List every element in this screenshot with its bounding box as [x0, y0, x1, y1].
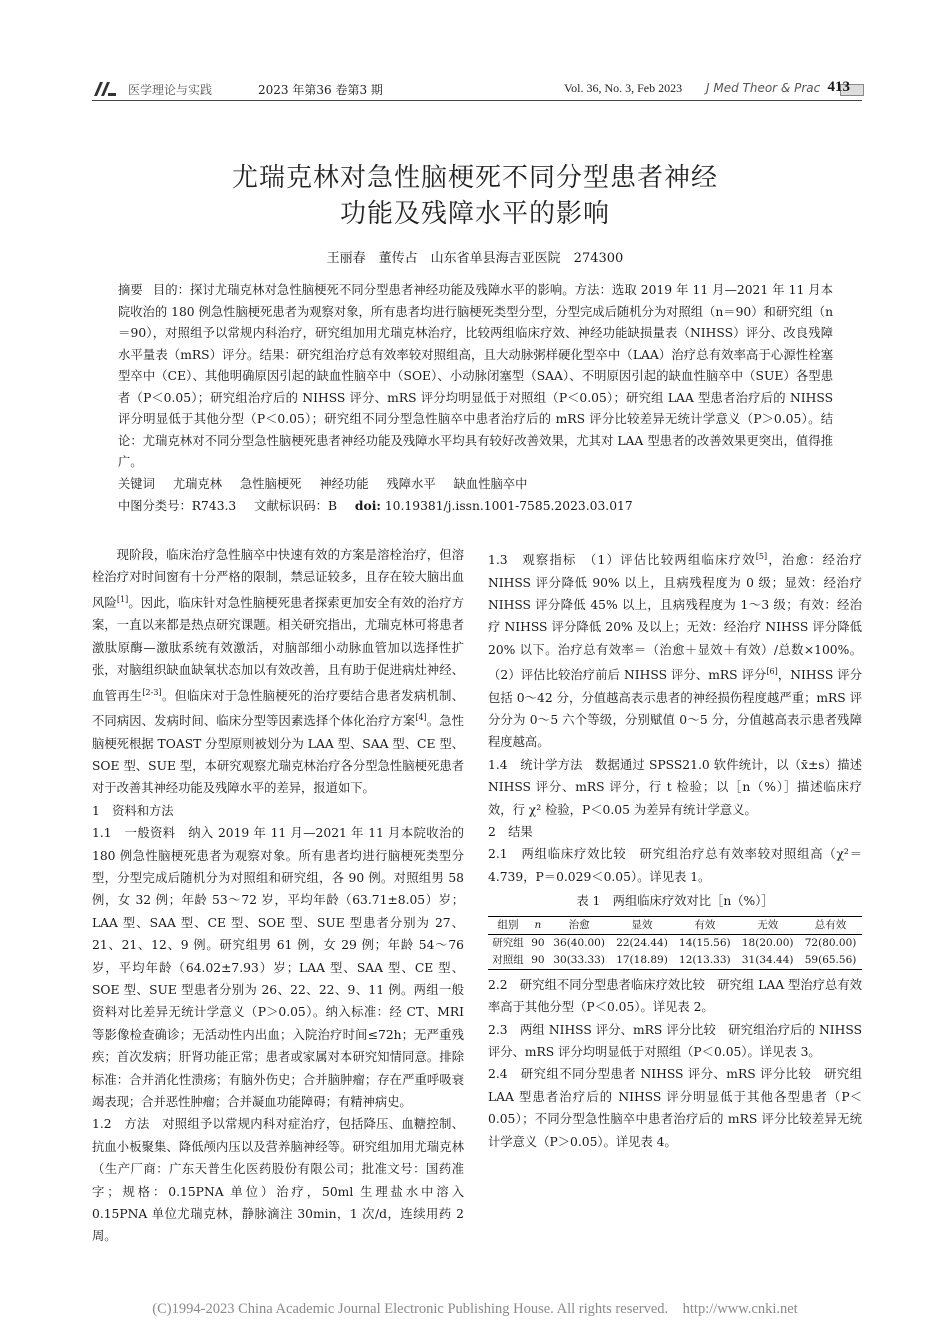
keyword: 神经功能 [319, 476, 369, 491]
journal-name-cn: 医学理论与实践 [128, 83, 213, 97]
table-cell: 30(33.33) [553, 953, 605, 966]
table-header-cell: 有效 [694, 918, 716, 931]
intro-text: 。因此，临床针对急性脑梗死患者探索更加安全有效的治疗方案，一直以来都是热点研究课题。相关研究指出，尤瑞克林可将患者激肽原酶—激肽系统有效激活，对脑部细小动脉血管加以选择性扩张，对脑组织缺血缺氧状态加以有效改善，且有助于促进病灶神经、血管再生 [92, 595, 464, 703]
table-header-cell: 组别 [497, 918, 519, 931]
page-number: 413 [827, 79, 850, 95]
intro-text: 。急性脑梗死根据 TOAST 分型原则被划分为 LAA 型、SAA 型、CE 型、SOE 型、SUE 型，本研究观察尤瑞克林治疗各分型急性脑梗死患者对于改善其神经功能及残障水平的差异，报道如下。 [92, 714, 464, 796]
table-cell: 90 [531, 953, 545, 966]
paragraph-text: 1.3 观察指标 （1）评估比较两组临床疗效 [488, 553, 756, 568]
keywords [118, 474, 833, 496]
citation: [5] [755, 552, 768, 561]
authors-affiliation: 王丽春 董传占 山东省单县海吉亚医院 274300 [326, 251, 624, 266]
subsection-2-3: 2.3 两组 NIHSS 评分、mRS 评分比较 研究组治疗后的 NIHSS 评分、mRS 评分均明显低于对照组（P＜0.05）。详见表 3。 [488, 1022, 862, 1059]
journal-logo-icon [92, 81, 116, 97]
clc-number: 中图分类号：R743.3 [118, 499, 237, 513]
citation: [1] [116, 594, 129, 604]
table-header-row [488, 916, 862, 934]
intro-text: 现阶段，临床治疗急性脑卒中快速有效的方案是溶栓治疗，但溶栓治疗对时间窗有十分严格的限制，禁忌证较多，且存在较大脑出血风险 [92, 548, 464, 610]
abstract [118, 280, 833, 474]
citation: [2-3] [142, 687, 162, 697]
table-cell: 72(80.00) [804, 936, 857, 949]
doi-label: doi: [354, 498, 381, 513]
table-caption: 表 1 两组临床疗效对比［n（%）］ [576, 894, 774, 909]
table-cell: 22(24.44) [616, 936, 668, 949]
table-cell: 59(65.56) [804, 953, 857, 966]
table-cell: 31(34.44) [741, 953, 794, 966]
abstract-text: 目的：探讨尤瑞克林对急性脑梗死不同分型患者神经功能及残障水平的影响。方法：选取 2019 年 11 月—2021 年 11 月本院收治的 180 例急性脑梗死患者为观察对象，所有患者均进行脑梗死类型分型，分型完成后随机分为对照组（n＝90）和研究组（n＝90），对照组予以常规内科治疗，研究组加用尤瑞克林治疗，比较两组临床疗效、神经功能缺损量表（NIHSS）评分、改良残障水平量表（mRS）评分。结果：研究组治疗总有效率较对照组高，且大动脉粥样硬化型卒中（LAA）治疗总有效率高于心源性栓塞型卒中（CE）、其他明确原因引起的缺血性脑卒中（SOE）、小动脉闭塞型（SAA）、不明原因引起的缺血性脑卒中（SUE）各型患者（P＜0.05）；研究组治疗后的 NIHSS 评分、mRS 评分均明显低于对照组（P＜0.05）；研究组 LAA 型患者治疗后的 NIHSS 评分明显低于其他分型（P＜0.05）；研究组不同分型急性脑卒中患者治疗后的 mRS 评分比较差异无统计学意义（P＞0.05）。结论：尤瑞克林对不同分型急性脑梗死患者神经功能及残障水平均具有较好改善效果，尤其对 LAA 型患者的改善效果更突出，值得推广。 [118, 283, 833, 469]
keywords-label: 关键词 [118, 476, 155, 491]
subsection-2-2: 2.2 研究组不同分型患者临床疗效比较 研究组 LAA 型治疗总有效率高于其他分型（P＜0.05）。详见表 2。 [488, 977, 862, 1015]
table-cell: 36(40.00) [553, 936, 605, 949]
subsection-2-1: 2.1 两组临床疗效比较 研究组治疗总有效率较对照组高（χ²＝4.739，P＝0.029＜0.05）。详见表 1。 [488, 847, 862, 884]
section-heading: 2 结果 [488, 825, 533, 840]
article-title [0, 160, 950, 232]
table-cell: 对照组 [492, 953, 524, 966]
table-header-cell: 总有效 [814, 918, 847, 931]
paragraph-text: ，NIHSS 评分包括 0～42 分，分值越高表示患者的神经损伤程度越严重；mRS 评分分为 0～5 六个等级，分别赋值 0～5 分，分值越高表示患者残障程度越高。 [488, 668, 862, 750]
citation: [4] [415, 713, 427, 723]
title-line-1: 尤瑞克林对急性脑梗死不同分型患者神经 [231, 163, 718, 193]
results-table [488, 916, 862, 970]
keyword: 残障水平 [386, 476, 436, 491]
journal-abbr: J Med Theor & Prac [706, 81, 821, 95]
citation: [6] [766, 667, 778, 677]
classification [118, 495, 833, 518]
doi-value: 10.19381/j.issn.1001-7585.2023.03.017 [384, 499, 633, 513]
table-row [488, 952, 862, 970]
keyword: 缺血性脑卒中 [453, 476, 528, 491]
table-row [488, 934, 862, 952]
table-cell: 17(18.89) [616, 953, 668, 966]
running-header [92, 80, 862, 100]
table-header-cell: 治愈 [568, 918, 590, 931]
subsection-1-1: 1.1 一般资料 纳入 2019 年 11 月—2021 年 11 月本院收治的 180 例急性脑梗死患者为观察对象。所有患者均进行脑梗死类型分型，分型完成后随机分为对照组和研究组，各 90 例。对照组男 58 例，女 32 例；年龄 53～72 岁，平均年龄（63.71±8.05）岁；LAA 型、SAA 型、CE 型、SOE 型、SUE 型患者分别为 27、21、21、12、9 例。研究组男 61 例，女 29 例；年龄 54～76 岁，平均年龄（64.02±7.93）岁；LAA 型、SAA 型、CE 型、SOE 型、SUE 型患者分别为 26、22、22、9、11 例。两组一般资料对比差异无统计学意义（P＞0.05）。纳入标准：经 CT、MRI 等影像检查确诊；无活动性内出血；入院治疗时间≤72h；无严重残疾；首次发病；肝肾功能正常；患者或家属对本研究知情同意。排除标准：合并消化性溃疡；有脑外伤史；合并脑肿瘤；存在严重呼吸衰竭表现；合并恶性肿瘤；合并凝血功能障碍；有精神病史。 [92, 826, 464, 1110]
section-heading: 1 资料和方法 [92, 803, 174, 818]
keyword: 尤瑞克林 [172, 476, 223, 491]
subsection-2-4: 2.4 研究组不同分型患者 NIHSS 评分、mRS 评分比较 研究组 LAA 型患者治疗后的 NIHSS 评分明显低于其他各型患者（P＜0.05）；不同分型急性脑卒中患者治疗后的 mRS 评分比较差异无统计学意义（P＞0.05）。详见表 4。 [488, 1067, 862, 1149]
volume-cn: 2023 年第36 卷第3 期 [258, 83, 383, 97]
subsection-1-2: 1.2 方法 对照组予以常规内科对症治疗，包括降压、血糖控制、抗血小板聚集、降低颅内压以及营养脑神经等。研究组加用尤瑞克林（生产厂商：广东天普生化医药股份有限公司；批准文号：国药准字；规格：0.15PNA 单位）治疗，50ml 生理盐水中溶入 0.15PNA 单位尤瑞克林，静脉滴注 30min，1 次/d，连续用药 2 周。 [92, 1117, 464, 1244]
subsection-1-3 [488, 546, 862, 754]
table-cell: 12(13.33) [679, 953, 731, 966]
subsection-1-4: 1.4 统计学方法 数据通过 SPSS21.0 软件统计，以（x̄±s）描述 NIHSS 评分、mRS 评分，行 t 检验；以［n（%）］描述临床疗效，行 χ² 检验，P＜0.05 为差异有统计学意义。 [488, 757, 862, 817]
abstract-block [118, 280, 833, 518]
right-column [488, 546, 862, 1153]
table-header-cell: n [534, 918, 542, 931]
keyword: 急性脑梗死 [239, 476, 302, 491]
table-cell: 14(15.56) [679, 936, 731, 949]
table-header-cell: 无效 [757, 918, 779, 931]
table-cell: 研究组 [492, 936, 524, 949]
table-cell: 18(20.00) [741, 936, 794, 949]
table-cell: 90 [531, 936, 545, 949]
copyright-footer: (C)1994-2023 China Academic Journal Electronic Publishing House. All rights reserved. http://www.cnki.net [152, 1301, 798, 1317]
header-rule [92, 100, 862, 101]
title-line-2: 功能及残障水平的影响 [339, 199, 610, 229]
paragraph-text: ，治愈：经治疗 NIHSS 评分降低 90% 以上，且病残程度为 0 级；显效：经治疗 NIHSS 评分降低 45% 以上，且病残程度为 1～3 级；有效：经治疗 NIHSS 评分降低 20% 及以上；无效：经治疗 NIHSS 评分降低 20% 以下。治疗总有效率＝（治愈＋显效＋有效）/总数×100%。（2）评估比较治疗前后 NIHSS 评分、mRS 评分 [488, 553, 862, 683]
intro-text: 。但临床对于急性脑梗死的治疗要结合患者发病机制、不同病因、发病时间、临床分型等因素选择个体化治疗方案 [92, 688, 464, 729]
left-column [92, 544, 464, 1248]
volume-en: Vol. 36, No. 3, Feb 2023 [564, 81, 683, 95]
abstract-label: 摘要 [118, 283, 143, 297]
intro-paragraph [92, 544, 464, 800]
table-header-cell: 显效 [631, 918, 653, 931]
document-code: 文献标识码：B [254, 499, 337, 513]
